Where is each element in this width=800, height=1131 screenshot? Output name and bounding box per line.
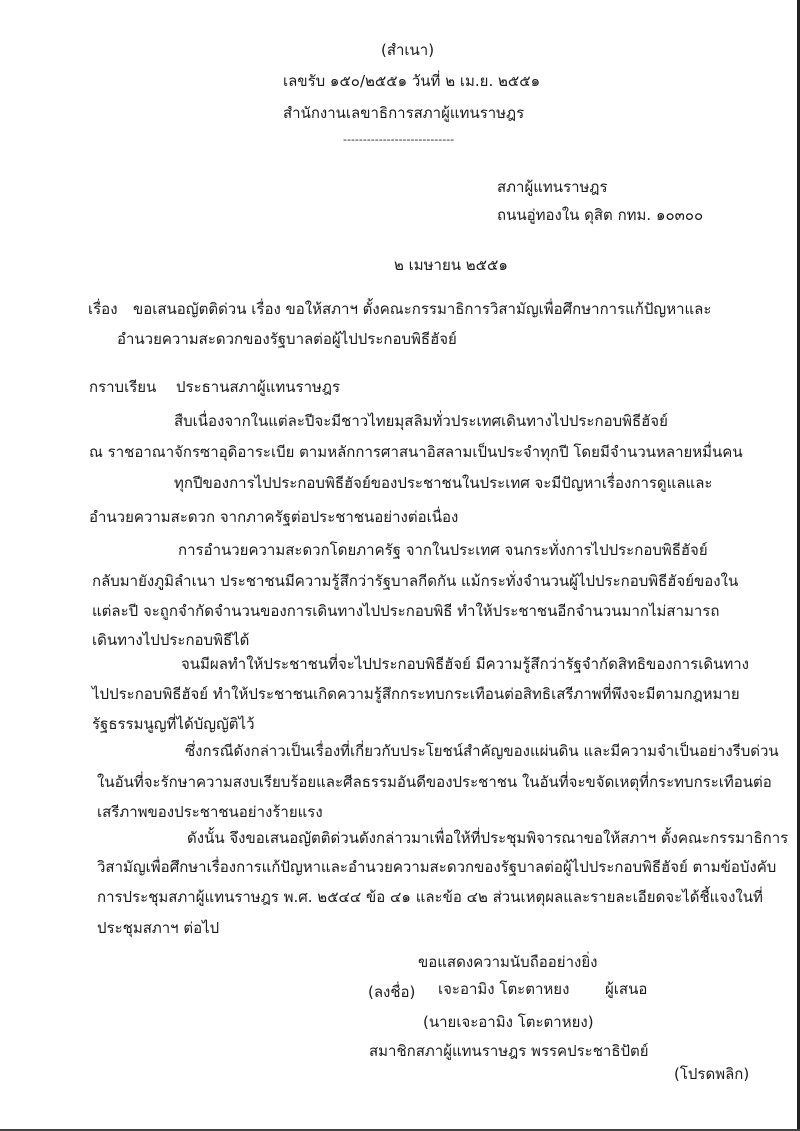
receiving-office: สำนักงานเลขาธิการสภาผู้แทนราษฎร: [283, 104, 525, 122]
salutation-label: กราบเรียน: [89, 378, 157, 396]
signer-printed-name: (นายเจะอามิง โตะตาหยง): [423, 1013, 594, 1031]
salutation-recipient: ประธานสภาผู้แทนราษฎร: [176, 378, 341, 396]
body-line-13: ในอันที่จะรักษาความสงบเรียบร้อยและศีลธรรมอันดีของประชาชน ในอันที่จะขจัดเหตุที่กระทบกระเทือนต่อ: [97, 773, 772, 791]
subject-line-1: ขอเสนอญัตติด่วน เรื่อง ขอให้สภาฯ ตั้งคณะกรรมาธิการวิสามัญเพื่อศึกษาการแก้ปัญหาและ: [133, 300, 712, 318]
body-line-10: ไปประกอบพิธีฮัจย์ ทำให้ประชาชนเกิดความรู้สึกกระทบกระเทือนต่อสิทธิเสรีภาพที่พึงจะมีตามกฎหมาย: [92, 685, 740, 703]
body-line-6: กลับมายังภูมิลำเนา ประชาชนมีความรู้สึกว่ารัฐบาลกีดกัน แม้กระทั่งจำนวนผู้ไปประกอบพิธีฮัจย์ของใน: [92, 572, 739, 590]
body-line-8: เดินทางไปประกอบพิธีได้: [92, 631, 250, 649]
body-line-5: การอำนวยความสะดวกโดยภาครัฐ จากในประเทศ จนกระทั่งการไปประกอบพิธีฮัจย์: [178, 541, 708, 559]
subject-label: เรื่อง: [88, 300, 118, 318]
signature-name: เจะอามิง โตะตาหยง: [438, 980, 570, 998]
body-line-15: ดังนั้น จึงขอเสนอญัตติด่วนดังกล่าวมาเพื่อให้ที่ประชุมพิจารณาขอให้สภาฯ ตั้งคณะกรรมาธิการ: [187, 829, 789, 847]
body-line-3: ทุกปีของการไปประกอบพิธีฮัจย์ของประชาชนในประเทศ จะมีปัญหาเรื่องการดูแลและ: [174, 474, 713, 492]
header-divider: ----------------------------: [343, 133, 455, 146]
subject-line-2: อำนวยความสะดวกของรัฐบาลต่อผู้ไปประกอบพิธีฮัจย์: [117, 330, 457, 348]
body-line-18: ประชุมสภาฯ ต่อไป: [97, 919, 220, 937]
letter-date: ๒ เมษายน ๒๕๕๑: [394, 256, 508, 274]
sender-address-line1: สภาผู้แทนราษฎร: [497, 178, 608, 196]
body-line-2: ณ ราชอาณาจักรซาอุดิอาระเบีย ตามหลักการศาสนาอิสลามเป็นประจำทุกปี โดยมีจำนวนหลายหมื่นคน: [89, 443, 743, 461]
turn-page-note: (โปรดพลิก): [674, 1065, 750, 1083]
body-line-14: เสรีภาพของประชาชนอย่างร้ายแรง: [97, 803, 323, 821]
body-line-12: ซึ่งกรณีดังกล่าวเป็นเรื่องที่เกี่ยวกับประโยชน์สำคัญของแผ่นดิน และมีความจำเป็นอย่างรีบด่วน: [185, 742, 779, 760]
body-line-9: จนมีผลทำให้ประชาชนที่จะไปประกอบพิธีฮัจย์ มีความรู้สึกว่ารัฐจำกัดสิทธิของการเดินทาง: [181, 655, 749, 673]
body-line-7: แต่ละปี จะถูกจำกัดจำนวนของการเดินทางไปประกอบพิธี ทำให้ประชาชนอีกจำนวนมากไม่สามารถ: [92, 602, 720, 620]
closing-respect: ขอแสดงความนับถืออย่างยิ่ง: [418, 953, 598, 971]
signer-position: สมาชิกสภาผู้แทนราษฎร พรรคประชาธิปัตย์: [369, 1042, 649, 1060]
body-line-4: อำนวยความสะดวก จากภาครัฐต่อประชาชนอย่างต่อเนื่อง: [89, 508, 459, 526]
signature-role: ผู้เสนอ: [605, 980, 648, 998]
body-line-11: รัฐธรรมนูญที่ได้บัญญัติไว้: [92, 715, 255, 733]
copy-note: (สำเนา): [381, 41, 435, 59]
signature-label: (ลงชื่อ): [368, 983, 416, 1001]
body-line-17: การประชุมสภาผู้แทนราษฎร พ.ศ. ๒๕๔๔ ข้อ ๔๑ และข้อ ๔๒ ส่วนเหตุผลและรายละเอียดจะได้ชี้แจงในที่: [97, 888, 763, 906]
body-line-16: วิสามัญเพื่อศึกษาเรื่องการแก้ปัญหาและอำนวยความสะดวกของรัฐบาลต่อผู้ไปประกอบพิธีฮัจย์ ตามข้อบังคับ: [97, 858, 777, 876]
body-line-1: สืบเนื่องจากในแต่ละปีจะมีชาวไทยมุสลิมทั่วประเทศเดินทางไปประกอบพิธีฮัจย์: [174, 412, 668, 430]
sender-address-line2: ถนนอู่ทองใน ดุสิต กทม. ๑๐๓๐๐: [497, 206, 704, 224]
receipt-number: เลขรับ ๑๕๐/๒๕๕๑ วันที่ ๒ เม.ย. ๒๕๕๑: [283, 72, 541, 90]
